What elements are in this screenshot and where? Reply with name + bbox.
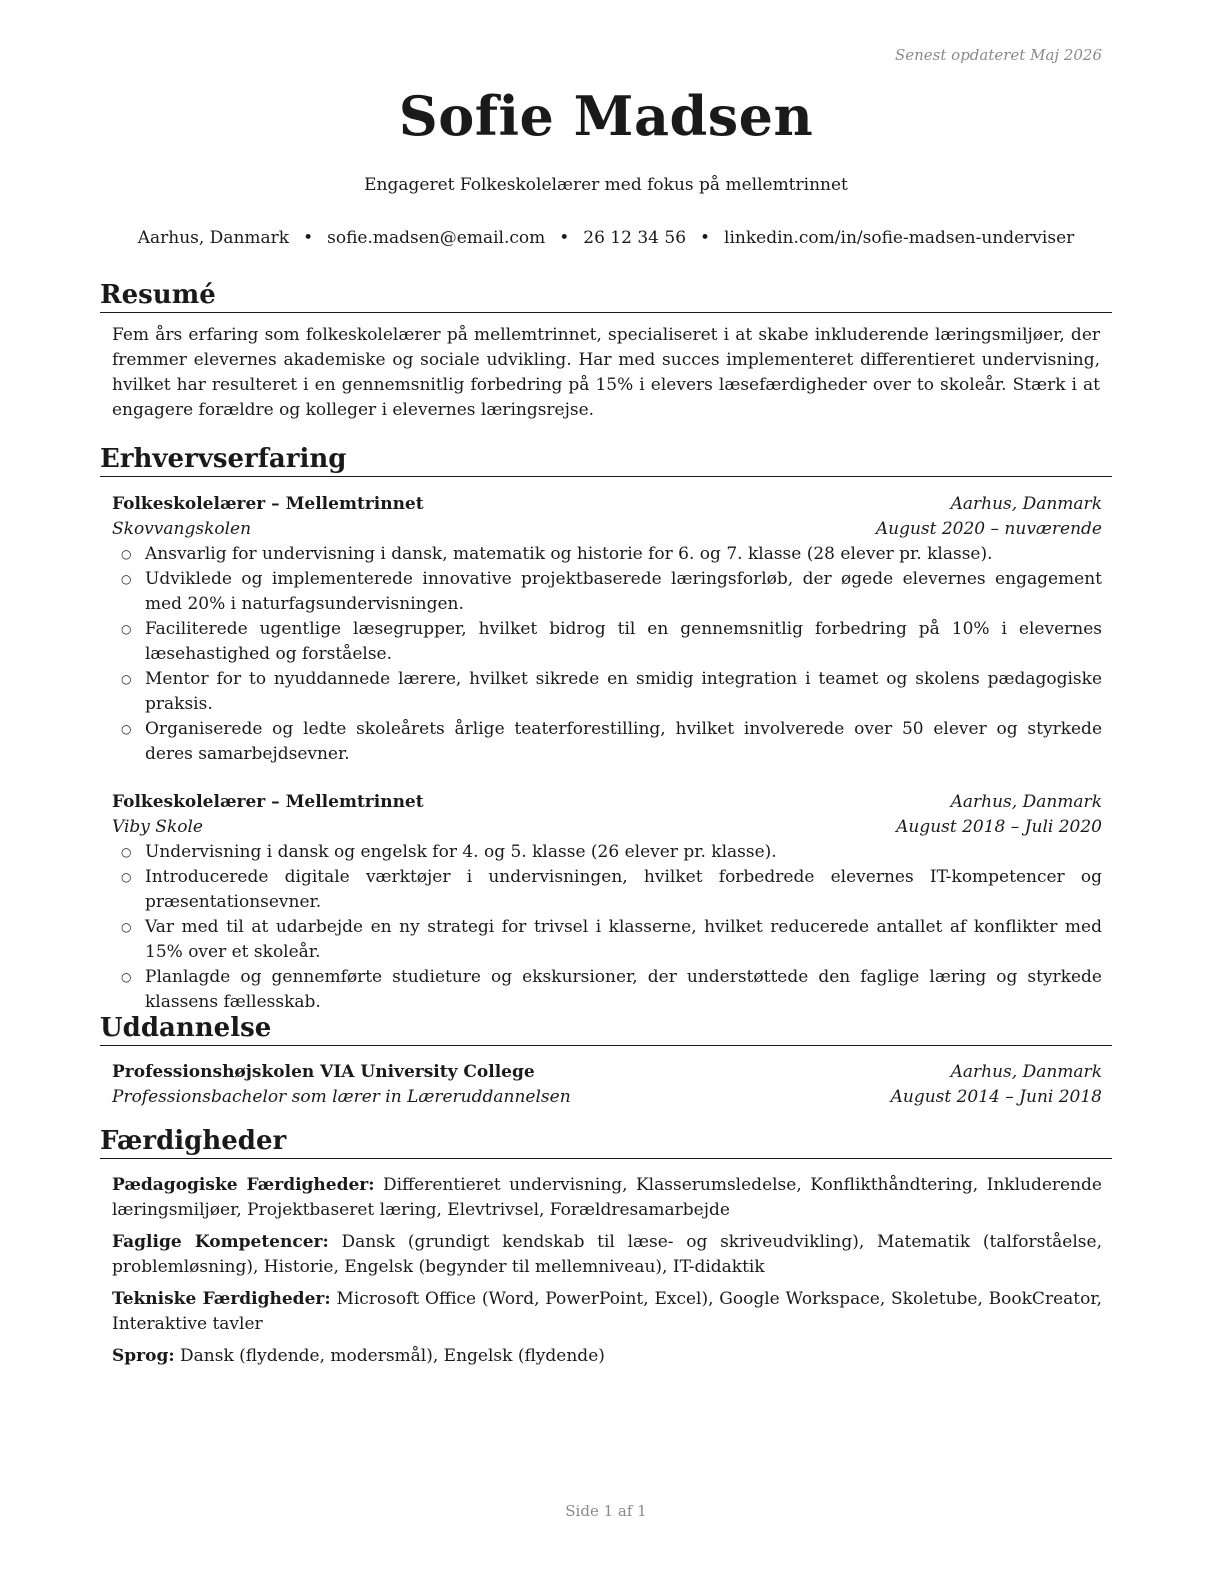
- list-item: ○ Faciliterede ugentlige læsegrupper, hvilket bidrog til en gennemsnitlig forbedring på 10% i elevernes læsehastighed og forståelse.: [121, 619, 1102, 664]
- experience-section: [100, 444, 1112, 1015]
- resume-page: [100, 0, 1112, 1584]
- job-subheader-row: [112, 517, 1102, 542]
- section-title-skills: Færdigheder: [100, 1126, 1112, 1159]
- education-degree: Professionsbachelor som lærer in Læreruddannelsen: [112, 1087, 571, 1107]
- education-entry: [112, 1060, 1102, 1110]
- separator-dot: •: [700, 228, 711, 248]
- education-location: Aarhus, Danmark: [950, 1062, 1102, 1082]
- last-updated: Senest opdateret Maj 2026: [894, 46, 1102, 64]
- education-subheader-row: [112, 1085, 1102, 1110]
- circle-bullet-icon: ○: [121, 920, 132, 934]
- job-entry: [112, 492, 1102, 767]
- section-title-summary: Resumé: [100, 280, 1112, 313]
- circle-bullet-icon: ○: [121, 970, 132, 984]
- skill-label: Faglige Kompetencer:: [112, 1232, 329, 1252]
- circle-bullet-icon: ○: [121, 672, 132, 686]
- job-header-row: [112, 492, 1102, 517]
- contact-linkedin[interactable]: linkedin.com/in/sofie-madsen-underviser: [724, 228, 1075, 248]
- section-title-experience: Erhvervserfaring: [100, 444, 1112, 477]
- circle-bullet-icon: ○: [121, 572, 132, 586]
- job-entry: [112, 790, 1102, 1015]
- list-item: ○ Udviklede og implementerede innovative projektbaserede læringsforløb, der øgede elevernes engagement med 20% i naturfagsundervisningen.: [121, 569, 1102, 614]
- list-item: ○ Var med til at udarbejde en ny strategi for trivsel i klasserne, hvilket reducerede antallet af konflikter med 15% over et skoleår.: [121, 917, 1102, 962]
- job-header-row: [112, 790, 1102, 815]
- job-location: Aarhus, Danmark: [950, 494, 1102, 514]
- list-item: ○ Ansvarlig for undervisning i dansk, matematik og historie for 6. og 7. klasse (28 elever pr. klasse).: [112, 542, 1102, 567]
- skill-label: Sprog:: [112, 1346, 175, 1366]
- skill-value: Dansk (grundigt kendskab til læse- og skriveudvikling), Matematik (talforståelse, problemløsning), Historie, Engelsk (begynder til mellemniveau), IT-didaktik: [112, 1232, 1102, 1277]
- skill-value: Microsoft Office (Word, PowerPoint, Excel), Google Workspace, Skoletube, BookCreator, Interaktive tavler: [112, 1289, 1102, 1334]
- separator-dot: •: [303, 228, 314, 248]
- skill-label: Pædagogiske Færdigheder:: [112, 1175, 375, 1195]
- job-dates: August 2020 – nuværende: [875, 519, 1102, 539]
- job-dates: August 2018 – Juli 2020: [896, 817, 1102, 837]
- section-title-education: Uddannelse: [100, 1013, 1112, 1046]
- list-item: ○ Introducerede digitale værktøjer i undervisningen, hvilket forbedrede elevernes IT-kompetencer og præsentationsevner.: [121, 867, 1102, 912]
- list-item: ○ Mentor for to nyuddannede lærere, hvilket sikrede en smidig integration i teamet og skolens pædagogiske praksis.: [121, 669, 1102, 714]
- contact-email[interactable]: sofie.madsen@email.com: [327, 228, 546, 248]
- skill-group: [112, 1287, 1102, 1337]
- job-role: Folkeskolelærer – Mellemtrinnet: [112, 792, 424, 812]
- education-school: Professionshøjskolen VIA University College: [112, 1062, 535, 1082]
- circle-bullet-icon: ○: [121, 845, 132, 859]
- list-item: ○ Planlagde og gennemførte studieture og ekskursioner, der understøttede den faglige læring og styrkede klassens fællesskab.: [121, 967, 1102, 1012]
- contact-phone: 26 12 34 56: [583, 228, 687, 248]
- list-item: ○ Undervisning i dansk og engelsk for 4. og 5. klasse (26 elever pr. klasse).: [112, 840, 1102, 865]
- job-school: Skovvangskolen: [112, 519, 252, 539]
- summary-text: Fem års erfaring som folkeskolelærer på mellemtrinnet, specialiseret i at skabe inkluderende læringsmiljøer, der fremmer elevernes akademiske og sociale udvikling. Har med succes implementeret differentieret undervisning, hvilket har resulteret i en gennemsnitlig forbedring på 15% i elevers læsefærdigheder over to skoleår. Stærk i at engagere forældre og kolleger i elevernes læringsrejse.: [112, 325, 1100, 420]
- circle-bullet-icon: ○: [121, 722, 132, 736]
- candidate-name: Sofie Madsen: [398, 84, 814, 148]
- education-header-row: [112, 1060, 1102, 1085]
- contact-line: [100, 228, 1112, 248]
- skills-section: [100, 1126, 1112, 1376]
- job-role: Folkeskolelærer – Mellemtrinnet: [112, 494, 424, 514]
- job-bullet-list: [112, 840, 1102, 1015]
- job-bullet-list: [112, 542, 1102, 767]
- education-dates: August 2014 – Juni 2018: [890, 1087, 1102, 1107]
- separator-dot: •: [559, 228, 570, 248]
- job-location: Aarhus, Danmark: [950, 792, 1102, 812]
- job-school: Viby Skole: [112, 817, 203, 837]
- job-subheader-row: [112, 815, 1102, 840]
- skill-group: [112, 1230, 1102, 1280]
- skill-value: Differentieret undervisning, Klasserumsledelse, Konflikthåndtering, Inkluderende læringsmiljøer, Projektbaseret læring, Elevtrivsel, Forældresamarbejde: [112, 1175, 1102, 1220]
- skill-label: Tekniske Færdigheder:: [112, 1289, 331, 1309]
- page-number: Side 1 af 1: [565, 1502, 647, 1520]
- skill-value: Dansk (flydende, modersmål), Engelsk (flydende): [180, 1346, 605, 1366]
- tagline: Engageret Folkeskolelærer med fokus på mellemtrinnet: [364, 175, 848, 195]
- summary-section: [100, 280, 1112, 423]
- contact-location: Aarhus, Danmark: [137, 228, 290, 248]
- list-item: ○ Organiserede og ledte skoleårets årlige teaterforestilling, hvilket involverede over 50 elever og styrkede deres samarbejdsevner.: [121, 719, 1102, 764]
- circle-bullet-icon: ○: [121, 870, 132, 884]
- circle-bullet-icon: ○: [121, 547, 132, 561]
- education-section: [100, 1013, 1112, 1110]
- skill-group: [112, 1344, 1102, 1369]
- skill-group: [112, 1173, 1102, 1223]
- circle-bullet-icon: ○: [121, 622, 132, 636]
